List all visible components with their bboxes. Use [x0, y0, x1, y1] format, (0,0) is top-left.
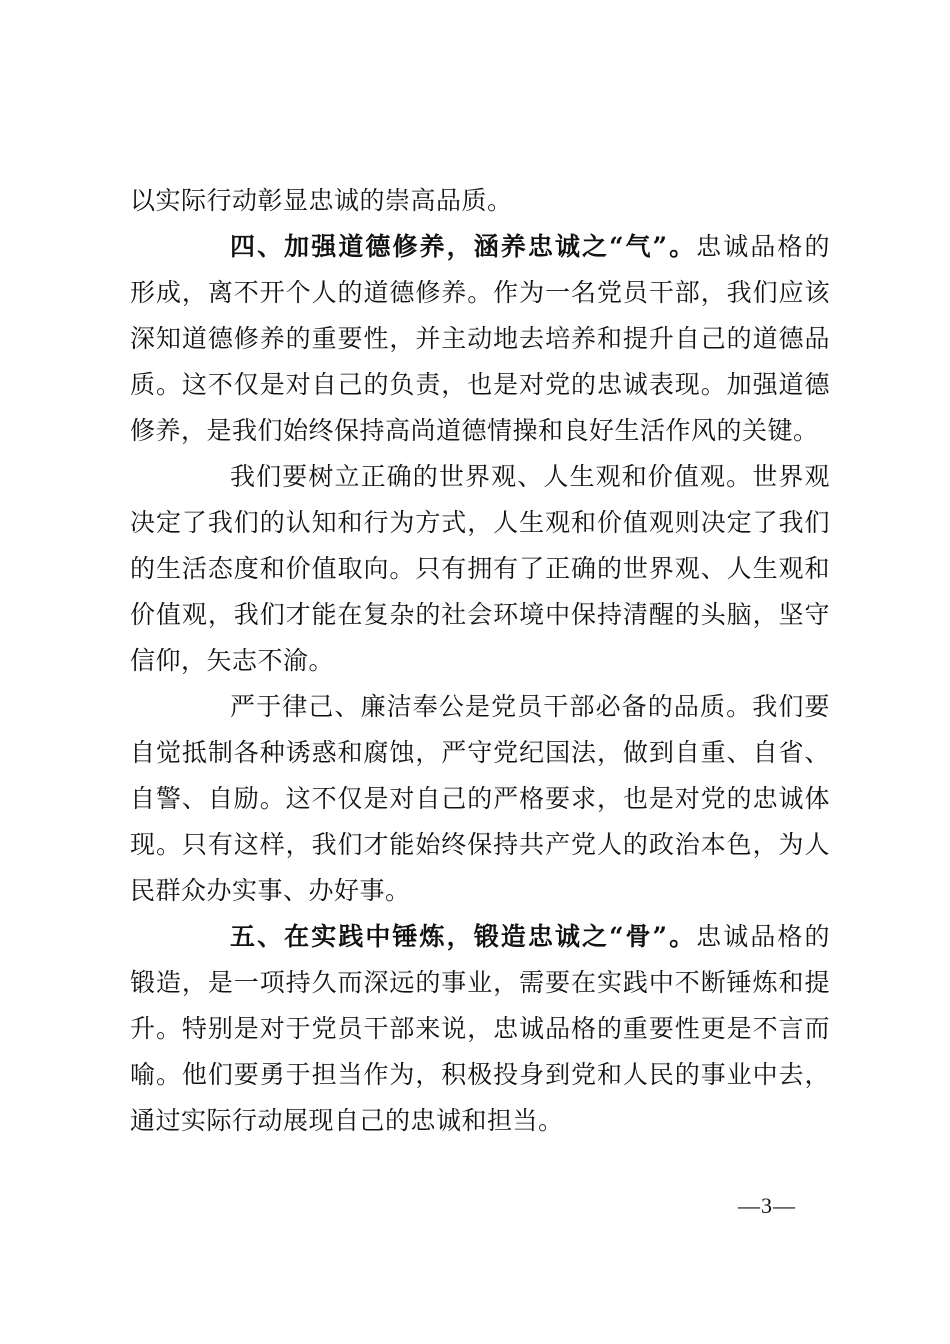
- page-number: —3—: [738, 1193, 796, 1218]
- paragraph-line: 通过实际行动展现自己的忠诚和担当。: [130, 1106, 564, 1135]
- paragraph-line: 我们要树立正确的世界观、人生观和价值观。世界观: [230, 462, 830, 491]
- paragraph-line: 自觉抵制各种诱惑和腐蚀，严守党纪国法，做到自重、自省、: [130, 738, 830, 767]
- paragraph-line: 民群众办实事、办好事。: [130, 876, 411, 905]
- paragraph-line: 形成，离不开个人的道德修养。作为一名党员干部，我们应该: [130, 278, 830, 307]
- paragraph-line: 的生活态度和价值取向。只有拥有了正确的世界观、人生观和: [130, 554, 830, 583]
- paragraph-line: 自警、自励。这不仅是对自己的严格要求，也是对党的忠诚体: [130, 784, 830, 813]
- heading-line-rest: 忠诚品格的: [696, 232, 830, 261]
- section-heading-line: [130, 224, 830, 270]
- section-heading: 五、在实践中锤炼，锻造忠诚之“骨”。: [230, 922, 697, 951]
- document-body: [130, 178, 830, 1144]
- paragraph-line: 质。这不仅是对自己的负责，也是对党的忠诚表现。加强道德: [130, 370, 830, 399]
- paragraph-line: 严于律己、廉洁奉公是党员干部必备的品质。我们要: [230, 692, 830, 721]
- paragraph-line: 修养，是我们始终保持高尚道德情操和良好生活作风的关键。: [130, 416, 819, 445]
- paragraph-line: 锻造，是一项持久而深远的事业，需要在实践中不断锤炼和提: [130, 968, 830, 997]
- paragraph-line: 信仰，矢志不渝。: [130, 646, 335, 675]
- paragraph-line: 深知道德修养的重要性，并主动地去培养和提升自己的道德品: [130, 324, 830, 353]
- paragraph-line: 决定了我们的认知和行为方式，人生观和价值观则决定了我们: [130, 508, 830, 537]
- paragraph-line: 升。特别是对于党员干部来说，忠诚品格的重要性更是不言而: [130, 1014, 830, 1043]
- paragraph-line: 价值观，我们才能在复杂的社会环境中保持清醒的头脑，坚守: [130, 600, 830, 629]
- section-heading: 四、加强道德修养，涵养忠诚之“气”。: [230, 232, 697, 261]
- heading-line-rest: 忠诚品格的: [696, 922, 830, 951]
- section-heading-line: [130, 914, 830, 960]
- paragraph-line: 喻。他们要勇于担当作为，积极投身到党和人民的事业中去，: [130, 1060, 830, 1089]
- paragraph-line: 以实际行动彰显忠诚的崇高品质。: [130, 186, 513, 215]
- paragraph-line: 现。只有这样，我们才能始终保持共产党人的政治本色，为人: [130, 830, 830, 859]
